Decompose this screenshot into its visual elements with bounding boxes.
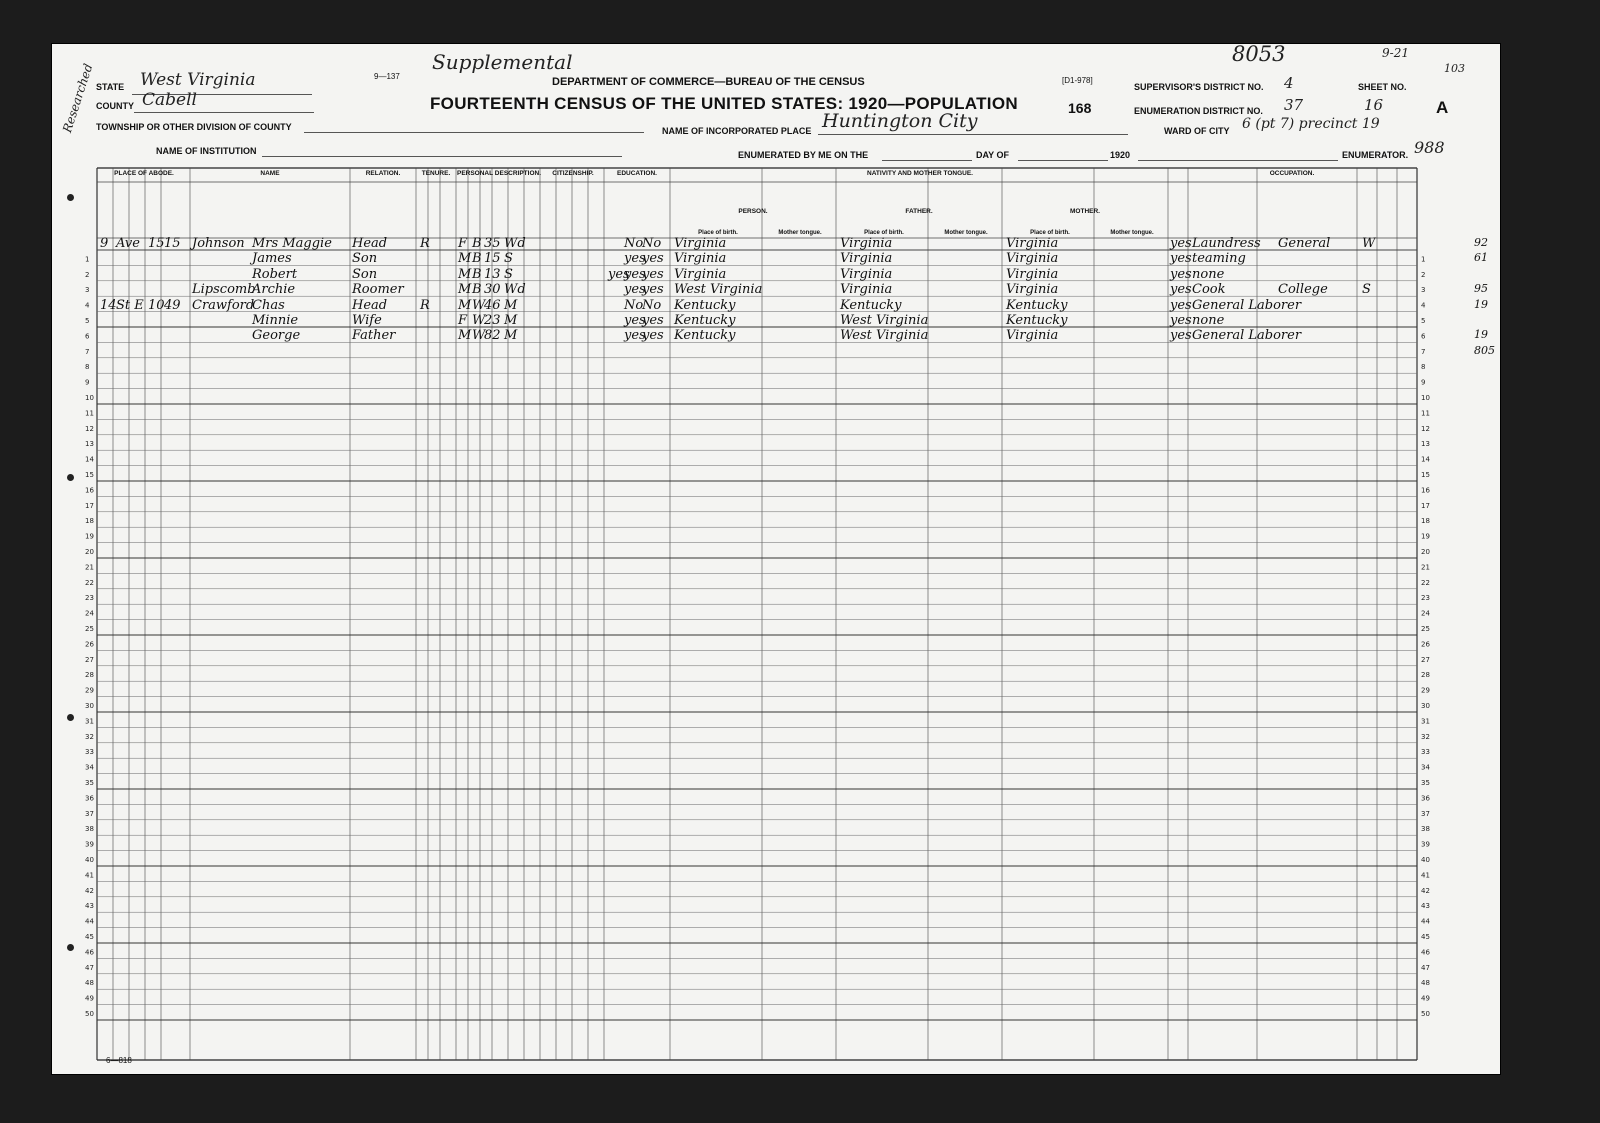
- entry-family: 49: [164, 297, 181, 313]
- enumerated-label: ENUMERATED BY ME ON THE: [738, 150, 869, 160]
- svg-text:15: 15: [1421, 471, 1430, 479]
- entry-father: Virginia: [840, 282, 893, 298]
- group-personal: PERSONAL DESCRIPTION.: [456, 170, 542, 177]
- entry-surname: Crawford: [192, 297, 255, 313]
- svg-text:22: 22: [85, 578, 94, 587]
- entry-write: yes: [642, 313, 664, 328]
- corner-date: 9-21: [1382, 46, 1409, 60]
- svg-text:42: 42: [1421, 886, 1430, 895]
- svg-text:5: 5: [1421, 317, 1426, 325]
- entry-marital: Wd: [504, 236, 526, 251]
- entry-house: Ave: [116, 236, 140, 251]
- supplemental-note: Supplemental: [432, 50, 573, 74]
- entry-english: yes: [1170, 328, 1192, 344]
- group-place-of-abode: PLACE OF ABODE.: [114, 170, 174, 177]
- svg-text:30: 30: [85, 702, 94, 710]
- entry-pob: Kentucky: [674, 328, 736, 344]
- svg-text:45: 45: [85, 933, 94, 941]
- entry-english: yes: [1170, 236, 1192, 251]
- group-citizenship: CITIZENSHIP.: [552, 170, 594, 177]
- margin-note: 95: [1474, 282, 1488, 296]
- entry-trade: Cook: [1192, 282, 1226, 298]
- svg-text:47: 47: [85, 963, 94, 972]
- svg-text:16: 16: [1421, 486, 1430, 495]
- entry-dwelling: 10: [148, 297, 165, 313]
- svg-text:33: 33: [1421, 748, 1430, 757]
- entry-age: 35: [484, 236, 501, 251]
- entry-relation: Head: [352, 297, 388, 313]
- svg-text:22: 22: [1421, 578, 1430, 587]
- enumerator-label: ENUMERATOR.: [1342, 150, 1409, 160]
- entry-relation: Wife: [352, 313, 382, 328]
- corner-number: 8053: [1232, 42, 1286, 66]
- entry-write: yes: [642, 266, 664, 282]
- entry-age: 46: [484, 297, 501, 313]
- svg-text:27: 27: [1421, 655, 1430, 664]
- entry-pob: Virginia: [674, 236, 727, 251]
- census-sheet: [52, 44, 1500, 1074]
- entry-english: yes: [1170, 282, 1192, 298]
- entry-father: Kentucky: [840, 297, 902, 313]
- svg-text:2: 2: [1421, 270, 1426, 279]
- svg-text:41: 41: [1421, 871, 1430, 880]
- entry-mother: Kentucky: [1006, 313, 1068, 328]
- entry-pob: Virginia: [674, 251, 727, 267]
- svg-text:14: 14: [85, 455, 94, 464]
- svg-text:40: 40: [85, 856, 94, 864]
- entry-given: Chas: [252, 297, 285, 313]
- entry-trade: teaming: [1192, 251, 1246, 267]
- entry-sex: F: [458, 236, 468, 251]
- svg-text:38: 38: [1421, 825, 1430, 834]
- entry-race: B: [472, 251, 482, 267]
- entry-street: 9: [100, 236, 109, 251]
- entry-sex: M: [458, 297, 472, 313]
- researched-annotation: Researched: [60, 61, 96, 135]
- entry-marital: M: [504, 297, 518, 313]
- svg-text:32: 32: [85, 732, 94, 741]
- sub-father: FATHER.: [905, 208, 933, 215]
- svg-text:18: 18: [1421, 517, 1430, 526]
- entry-house: St E: [116, 297, 144, 313]
- entry-race: B: [472, 236, 482, 251]
- entry-street: 14: [100, 297, 117, 313]
- svg-text:29: 29: [1421, 686, 1430, 695]
- entry-marital: M: [504, 313, 518, 328]
- census-title: FOURTEENTH CENSUS OF THE UNITED STATES: 1920—POPULATION: [430, 94, 1018, 113]
- svg-text:19: 19: [1421, 532, 1430, 541]
- entry-english: yes: [1170, 313, 1192, 328]
- svg-text:35: 35: [85, 779, 94, 787]
- entry-read: yes: [624, 251, 646, 267]
- entry-surname: Lipscomb: [192, 282, 256, 298]
- svg-text:14: 14: [1421, 455, 1430, 464]
- form-id: [D1-978]: [1062, 76, 1093, 85]
- county-label: COUNTY: [96, 101, 134, 111]
- entry-trade: General Laborer: [1192, 297, 1302, 313]
- entry-write: yes: [642, 251, 664, 267]
- entry-father: West Virginia: [840, 313, 929, 328]
- svg-text:16: 16: [85, 486, 94, 495]
- entry-relation: Roomer: [352, 282, 404, 298]
- entry-mother: Kentucky: [1006, 297, 1068, 313]
- svg-text:28: 28: [85, 671, 94, 680]
- entry-given: Robert: [252, 266, 298, 282]
- entry-marital: Wd: [504, 282, 526, 298]
- svg-text:24: 24: [85, 609, 94, 618]
- entry-age: 30: [484, 282, 501, 298]
- svg-text:5: 5: [85, 317, 90, 325]
- entry-mother: Virginia: [1006, 328, 1059, 344]
- enumeration-label: ENUMERATION DISTRICT NO.: [1134, 106, 1263, 116]
- entry-read: yes: [624, 313, 646, 328]
- group-relation: RELATION.: [365, 170, 401, 177]
- entry-write: yes: [642, 282, 664, 298]
- svg-text:31: 31: [85, 717, 94, 726]
- entry-english: yes: [1170, 266, 1192, 282]
- svg-text:8: 8: [85, 363, 90, 372]
- entry-relation: Son: [352, 251, 378, 267]
- svg-text:50: 50: [1421, 1010, 1430, 1018]
- entry-given: Archie: [252, 282, 296, 298]
- svg-text:13: 13: [1421, 440, 1430, 449]
- svg-text:43: 43: [1421, 902, 1430, 911]
- svg-text:18: 18: [85, 517, 94, 526]
- entry-sex: F: [458, 313, 468, 328]
- township-label: TOWNSHIP OR OTHER DIVISION OF COUNTY: [96, 122, 292, 132]
- entry-given: Mrs Maggie: [252, 236, 332, 251]
- svg-text:4: 4: [85, 301, 90, 310]
- entry-pob: Virginia: [674, 266, 727, 282]
- svg-text:46: 46: [1421, 948, 1430, 957]
- entry-trade: General Laborer: [1192, 328, 1302, 344]
- punch-hole: [67, 194, 74, 201]
- father-tongue-head: Mother tongue.: [944, 230, 988, 236]
- entry-sex: M: [458, 266, 472, 282]
- svg-text:44: 44: [1421, 917, 1430, 926]
- entry-mother: Virginia: [1006, 236, 1059, 251]
- entry-marital: S: [504, 251, 513, 267]
- entry-marital: M: [504, 328, 518, 344]
- svg-text:21: 21: [1421, 563, 1430, 572]
- svg-text:12: 12: [85, 424, 94, 433]
- svg-text:3: 3: [85, 286, 90, 295]
- incorporated-value: Huntington City: [822, 110, 978, 132]
- entry-trade: none: [1192, 266, 1225, 282]
- svg-text:37: 37: [85, 809, 94, 818]
- svg-text:40: 40: [1421, 856, 1430, 864]
- svg-text:17: 17: [1421, 501, 1430, 510]
- svg-text:46: 46: [85, 948, 94, 957]
- svg-text:17: 17: [85, 501, 94, 510]
- svg-text:25: 25: [1421, 625, 1430, 633]
- svg-text:35: 35: [1421, 779, 1430, 787]
- day-label: DAY OF: [976, 150, 1010, 160]
- entry-english: yes: [1170, 297, 1192, 313]
- entry-relation: Father: [352, 328, 396, 344]
- entry-father: Virginia: [840, 251, 893, 267]
- entry-race: B: [472, 266, 482, 282]
- entry-age: 23: [484, 313, 501, 328]
- entry-father: Virginia: [840, 236, 893, 251]
- svg-text:48: 48: [1421, 979, 1430, 988]
- sub-mother: MOTHER.: [1070, 208, 1100, 215]
- entry-family: 15: [164, 236, 181, 251]
- svg-text:42: 42: [85, 886, 94, 895]
- svg-text:41: 41: [85, 871, 94, 880]
- ward-label: WARD OF CITY: [1164, 126, 1230, 136]
- entry-write: No: [642, 297, 662, 313]
- entry-industry: College: [1278, 282, 1328, 298]
- svg-text:9: 9: [1421, 378, 1426, 387]
- entry-given: Minnie: [252, 313, 299, 328]
- group-tenure: TENURE.: [421, 170, 451, 177]
- county-value: Cabell: [142, 90, 197, 110]
- svg-text:4: 4: [1421, 301, 1426, 310]
- svg-text:34: 34: [1421, 763, 1430, 772]
- year-value: 1920: [1110, 150, 1131, 160]
- entry-surname: Johnson: [192, 236, 245, 251]
- svg-text:2: 2: [85, 270, 90, 279]
- svg-text:9: 9: [85, 378, 90, 387]
- sheet-label: SHEET NO.: [1358, 82, 1407, 92]
- stamp-number: 168: [1068, 100, 1092, 116]
- entry-sex: M: [458, 328, 472, 344]
- svg-text:10: 10: [85, 394, 94, 402]
- svg-text:26: 26: [1421, 640, 1430, 649]
- svg-text:39: 39: [85, 840, 94, 849]
- entry-class: S: [1362, 282, 1371, 298]
- entry-read: yes: [624, 282, 646, 298]
- supervisor-value: 4: [1284, 74, 1294, 92]
- supervisor-label: SUPERVISOR'S DISTRICT NO.: [1134, 82, 1264, 92]
- svg-text:29: 29: [85, 686, 94, 695]
- margin-note: 61: [1474, 251, 1488, 265]
- svg-text:23: 23: [85, 594, 94, 603]
- entry-race: W: [472, 297, 486, 313]
- entry-class: W: [1362, 236, 1376, 251]
- entry-dwelling: 15: [148, 236, 165, 251]
- entry-read: No: [624, 236, 644, 251]
- enumerator-number: 988: [1414, 138, 1445, 157]
- form-code: 9—137: [374, 72, 400, 81]
- svg-text:28: 28: [1421, 671, 1430, 680]
- svg-text:20: 20: [1421, 548, 1430, 556]
- margin-note: 19: [1474, 328, 1488, 342]
- svg-text:44: 44: [85, 917, 94, 926]
- svg-text:48: 48: [85, 979, 94, 988]
- svg-text:1: 1: [85, 255, 90, 264]
- entry-read: No: [624, 297, 644, 313]
- person-pob-head: Place of birth.: [698, 230, 738, 236]
- group-occupation: OCCUPATION.: [1269, 170, 1315, 177]
- punch-hole: [67, 474, 74, 481]
- svg-text:26: 26: [85, 640, 94, 649]
- entry-industry: General: [1278, 236, 1331, 251]
- department-line: DEPARTMENT OF COMMERCE—BUREAU OF THE CENSUS: [552, 76, 865, 88]
- punch-hole: [67, 714, 74, 721]
- entry-race: W: [472, 313, 486, 328]
- entry-write: No: [642, 236, 662, 251]
- svg-text:15: 15: [85, 471, 94, 479]
- enumeration-value: 37: [1284, 96, 1304, 114]
- svg-text:11: 11: [85, 409, 94, 418]
- person-tongue-head: Mother tongue.: [778, 230, 822, 236]
- svg-text:37: 37: [1421, 809, 1430, 818]
- svg-text:7: 7: [85, 347, 90, 356]
- entry-sex: M: [458, 282, 472, 298]
- svg-text:38: 38: [85, 825, 94, 834]
- svg-text:1: 1: [1421, 255, 1426, 264]
- svg-text:45: 45: [1421, 933, 1430, 941]
- entry-age: 13: [484, 266, 501, 282]
- entry-relation: Head: [352, 236, 388, 251]
- svg-text:39: 39: [1421, 840, 1430, 849]
- entry-tenure: R: [420, 297, 430, 313]
- svg-text:25: 25: [85, 625, 94, 633]
- svg-text:6: 6: [85, 332, 90, 341]
- entry-father: Virginia: [840, 266, 893, 282]
- margin-note: 19: [1474, 297, 1488, 311]
- svg-text:12: 12: [1421, 424, 1430, 433]
- svg-text:31: 31: [1421, 717, 1430, 726]
- father-pob-head: Place of birth.: [864, 230, 904, 236]
- group-nativity: NATIVITY AND MOTHER TONGUE.: [867, 170, 973, 177]
- entry-given: James: [252, 251, 292, 267]
- svg-text:49: 49: [1421, 994, 1430, 1003]
- svg-text:27: 27: [85, 655, 94, 664]
- sub-person: PERSON.: [738, 208, 768, 215]
- sheet-letter: A: [1436, 98, 1449, 117]
- institution-label: NAME OF INSTITUTION: [156, 146, 257, 156]
- svg-text:50: 50: [85, 1010, 94, 1018]
- svg-text:36: 36: [1421, 794, 1430, 803]
- svg-text:11: 11: [1421, 409, 1430, 418]
- entry-english: yes: [1170, 251, 1192, 267]
- svg-text:21: 21: [85, 563, 94, 572]
- entry-age: 15: [484, 251, 501, 267]
- entry-mother: Virginia: [1006, 251, 1059, 267]
- svg-text:47: 47: [1421, 963, 1430, 972]
- svg-text:23: 23: [1421, 594, 1430, 603]
- svg-text:34: 34: [85, 763, 94, 772]
- entry-school: yes: [608, 266, 630, 282]
- entry-race: W: [472, 328, 486, 344]
- entry-read: yes: [624, 328, 646, 344]
- svg-text:13: 13: [85, 440, 94, 449]
- svg-text:8: 8: [1421, 363, 1426, 372]
- entry-given: George: [252, 328, 301, 344]
- entry-write: yes: [642, 328, 664, 344]
- corner-page: 103: [1444, 62, 1465, 75]
- mother-tongue-head: Mother tongue.: [1110, 230, 1154, 236]
- entry-mother: Virginia: [1006, 282, 1059, 298]
- entry-relation: Son: [352, 266, 378, 282]
- state-label: STATE: [96, 82, 125, 92]
- entry-race: B: [472, 282, 482, 298]
- sheet-value: 16: [1364, 96, 1384, 114]
- svg-text:24: 24: [1421, 609, 1430, 618]
- entry-mother: Virginia: [1006, 266, 1059, 282]
- svg-text:10: 10: [1421, 394, 1430, 402]
- entry-sex: M: [458, 251, 472, 267]
- svg-text:30: 30: [1421, 702, 1430, 710]
- svg-text:3: 3: [1421, 286, 1426, 295]
- svg-text:7: 7: [1421, 347, 1426, 356]
- entry-trade: none: [1192, 313, 1225, 328]
- svg-text:33: 33: [85, 748, 94, 757]
- entry-marital: S: [504, 266, 513, 282]
- margin-note: 805: [1474, 343, 1495, 357]
- incorporated-label: NAME OF INCORPORATED PLACE: [662, 126, 812, 136]
- footer-code: 6—818: [106, 1056, 132, 1065]
- entry-pob: Kentucky: [674, 313, 736, 328]
- svg-text:20: 20: [85, 548, 94, 556]
- svg-text:43: 43: [85, 902, 94, 911]
- svg-text:6: 6: [1421, 332, 1426, 341]
- mother-pob-head: Place of birth.: [1030, 230, 1070, 236]
- svg-text:49: 49: [85, 994, 94, 1003]
- entry-trade: Laundress: [1192, 236, 1261, 251]
- punch-hole: [67, 944, 74, 951]
- state-value: West Virginia: [140, 70, 256, 90]
- entry-age: 82: [484, 328, 501, 344]
- entry-pob: West Virginia: [674, 282, 763, 298]
- entry-tenure: R: [420, 236, 430, 251]
- entry-read: yes: [624, 266, 646, 282]
- svg-text:32: 32: [1421, 732, 1430, 741]
- ward-value: 6 (pt 7) precinct 19: [1242, 116, 1380, 132]
- group-name: NAME: [260, 170, 280, 177]
- entry-pob: Kentucky: [674, 297, 736, 313]
- svg-text:36: 36: [85, 794, 94, 803]
- margin-note: 92: [1474, 236, 1488, 249]
- entry-father: West Virginia: [840, 328, 929, 344]
- svg-text:19: 19: [85, 532, 94, 541]
- group-education: EDUCATION.: [617, 170, 657, 177]
